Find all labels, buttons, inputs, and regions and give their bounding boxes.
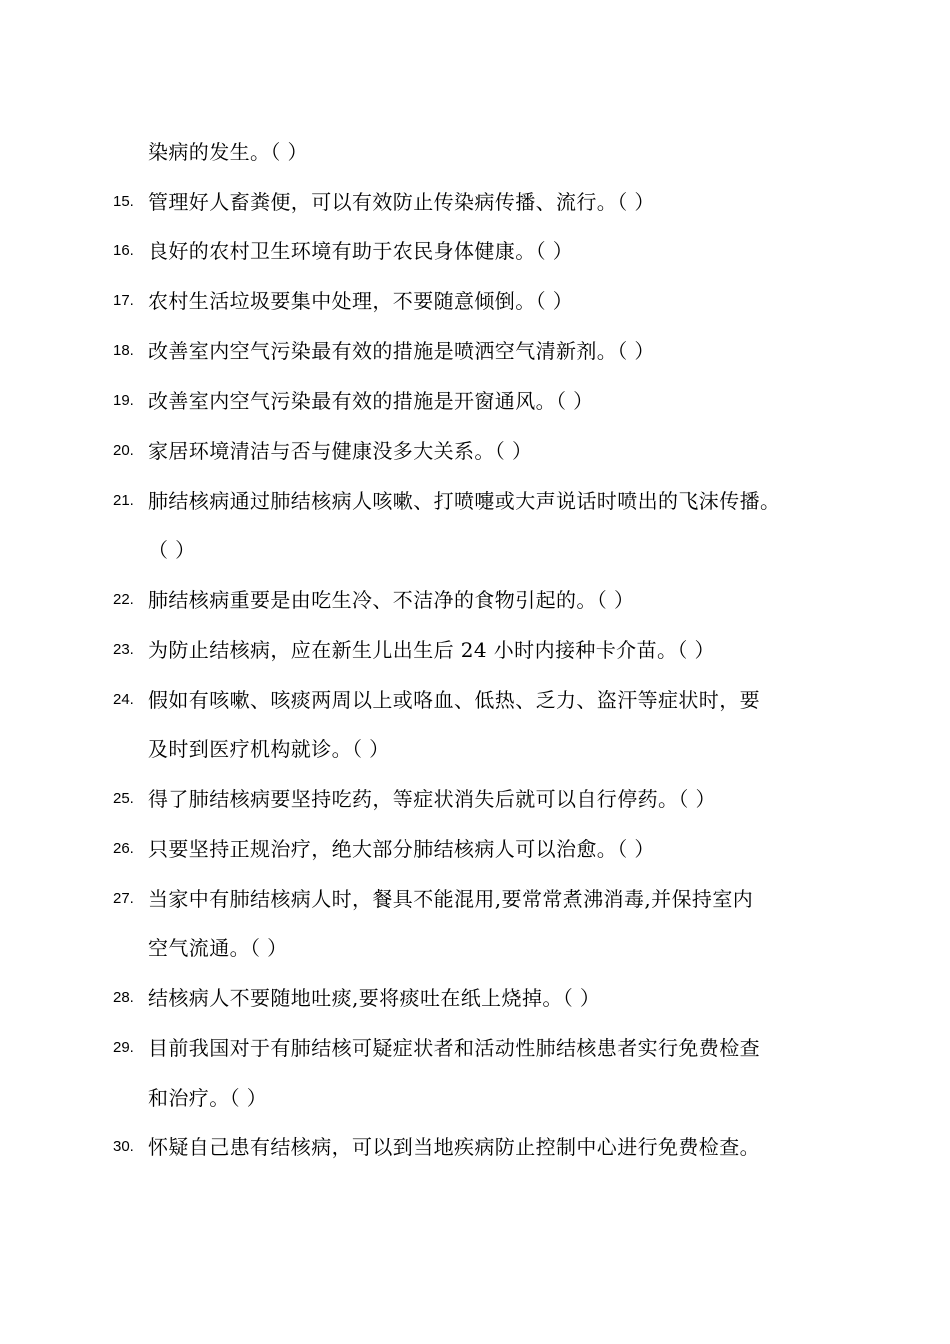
continuation-text: 和治疗。（ ） bbox=[148, 1086, 268, 1110]
question-text: 良好的农村卫生环境有助于农民身体健康。（ ） bbox=[148, 239, 574, 263]
question-text: 肺结核病通过肺结核病人咳嗽、打喷嚏或大声说话时喷出的飞沫传播。 bbox=[148, 489, 781, 513]
question-number: 24. bbox=[113, 691, 134, 708]
question-number: 21. bbox=[113, 492, 134, 509]
question-text: 改善室内空气污染最有效的措施是喷洒空气清新剂。（ ） bbox=[148, 339, 655, 363]
question-number: 30. bbox=[113, 1138, 134, 1155]
question-number: 22. bbox=[113, 591, 134, 608]
question-number: 29. bbox=[113, 1039, 134, 1056]
question-text: 家居环境清洁与否与健康没多大关系。（ ） bbox=[148, 439, 533, 463]
question-number: 19. bbox=[113, 392, 134, 409]
question-text: 改善室内空气污染最有效的措施是开窗通风。（ ） bbox=[148, 389, 594, 413]
continuation-text: （ ） bbox=[148, 538, 196, 562]
question-text: 管理好人畜粪便，可以有效防止传染病传播、流行。（ ） bbox=[148, 190, 655, 214]
question-number: 26. bbox=[113, 840, 134, 857]
question-text: 肺结核病重要是由吃生冷、不洁净的食物引起的。（ ） bbox=[148, 588, 635, 612]
continuation-text: 染病的发生。（ ） bbox=[148, 140, 308, 164]
question-number: 23. bbox=[113, 641, 134, 658]
question-text: 目前我国对于有肺结核可疑症状者和活动性肺结核患者实行免费检查 bbox=[148, 1036, 760, 1060]
question-text: 为防止结核病，应在新生儿出生后 24 小时内接种卡介苗。（ ） bbox=[148, 638, 715, 662]
question-number: 17. bbox=[113, 292, 134, 309]
continuation-text: 及时到医疗机构就诊。（ ） bbox=[148, 737, 390, 761]
question-text: 当家中有肺结核病人时，餐具不能混用,要常常煮沸消毒,并保持室内 bbox=[148, 887, 754, 911]
question-number: 20. bbox=[113, 442, 134, 459]
question-text: 怀疑自己患有结核病，可以到当地疾病防止控制中心进行免费检查。 bbox=[148, 1135, 760, 1159]
question-number: 15. bbox=[113, 193, 134, 210]
question-text: 结核病人不要随地吐痰,要将痰吐在纸上烧掉。（ ） bbox=[148, 986, 601, 1010]
question-text: 假如有咳嗽、咳痰两周以上或咯血、低热、乏力、盗汗等症状时，要 bbox=[148, 688, 760, 712]
question-number: 27. bbox=[113, 890, 134, 907]
question-text: 只要坚持正规治疗，绝大部分肺结核病人可以治愈。（ ） bbox=[148, 837, 655, 861]
question-text: 农村生活垃圾要集中处理，不要随意倾倒。（ ） bbox=[148, 289, 574, 313]
question-number: 25. bbox=[113, 790, 134, 807]
question-number: 16. bbox=[113, 242, 134, 259]
continuation-text: 空气流通。（ ） bbox=[148, 936, 288, 960]
question-number: 18. bbox=[113, 342, 134, 359]
question-number: 28. bbox=[113, 989, 134, 1006]
question-text: 得了肺结核病要坚持吃药，等症状消失后就可以自行停药。（ ） bbox=[148, 787, 716, 811]
